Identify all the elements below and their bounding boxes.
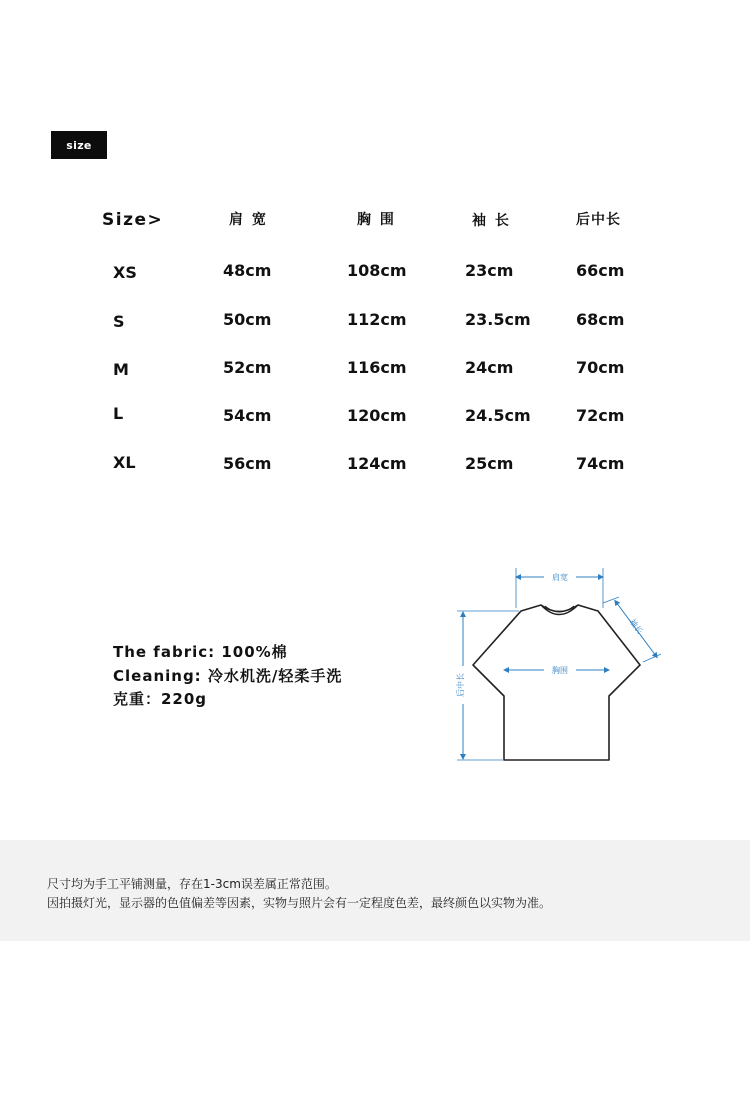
- header-chest: 胸 围: [357, 212, 396, 228]
- table-cell: 74cm: [576, 454, 625, 473]
- table-cell: 70cm: [576, 358, 625, 377]
- size-tag: size: [51, 131, 107, 159]
- table-cell: 108cm: [347, 261, 407, 280]
- note-measurement: 尺寸均为手工平铺测量，存在1-3cm误差属正常范围。: [47, 877, 337, 891]
- length-label: 后中长: [456, 673, 465, 697]
- fabric-text: The fabric: 100%棉: [113, 643, 288, 661]
- table-cell: 68cm: [576, 310, 625, 329]
- notes-panel: [0, 840, 750, 941]
- tshirt-measurement-diagram: [455, 566, 670, 766]
- table-cell: 72cm: [576, 406, 625, 425]
- table-cell: 56cm: [223, 454, 272, 473]
- header-shoulder: 肩 宽: [229, 212, 268, 228]
- table-cell: 124cm: [347, 454, 407, 473]
- header-sleeve: 袖 长: [472, 213, 511, 229]
- note-color: 因拍摄灯光，显示器的色值偏差等因素，实物与照片会有一定程度色差，最终颜色以实物为准。: [47, 896, 552, 910]
- table-cell: 66cm: [576, 261, 625, 280]
- size-label: M: [113, 360, 129, 379]
- size-label: S: [113, 312, 125, 331]
- tshirt-collar: [541, 605, 578, 615]
- header-size: Size>: [102, 210, 164, 230]
- table-cell: 54cm: [223, 406, 272, 425]
- table-cell: 112cm: [347, 310, 407, 329]
- cleaning-text: Cleaning: 冷水机洗/轻柔手洗: [113, 667, 343, 685]
- table-cell: 52cm: [223, 358, 272, 377]
- table-cell: 116cm: [347, 358, 407, 377]
- size-label: XL: [113, 453, 136, 472]
- chest-label: 胸围: [552, 666, 568, 675]
- table-cell: 25cm: [465, 454, 514, 473]
- table-cell: 24.5cm: [465, 406, 531, 425]
- table-cell: 23.5cm: [465, 310, 531, 329]
- table-cell: 120cm: [347, 406, 407, 425]
- header-length: 后中长: [576, 212, 621, 228]
- size-label: XS: [113, 263, 137, 282]
- shoulder-label: 肩宽: [552, 573, 568, 582]
- size-label: L: [113, 404, 124, 423]
- weight-text: 克重：220g: [113, 690, 208, 708]
- sleeve-label: 袖长: [627, 617, 645, 636]
- table-cell: 24cm: [465, 358, 514, 377]
- tshirt-outline: [473, 605, 640, 760]
- table-cell: 48cm: [223, 261, 272, 280]
- table-cell: 50cm: [223, 310, 272, 329]
- table-cell: 23cm: [465, 261, 514, 280]
